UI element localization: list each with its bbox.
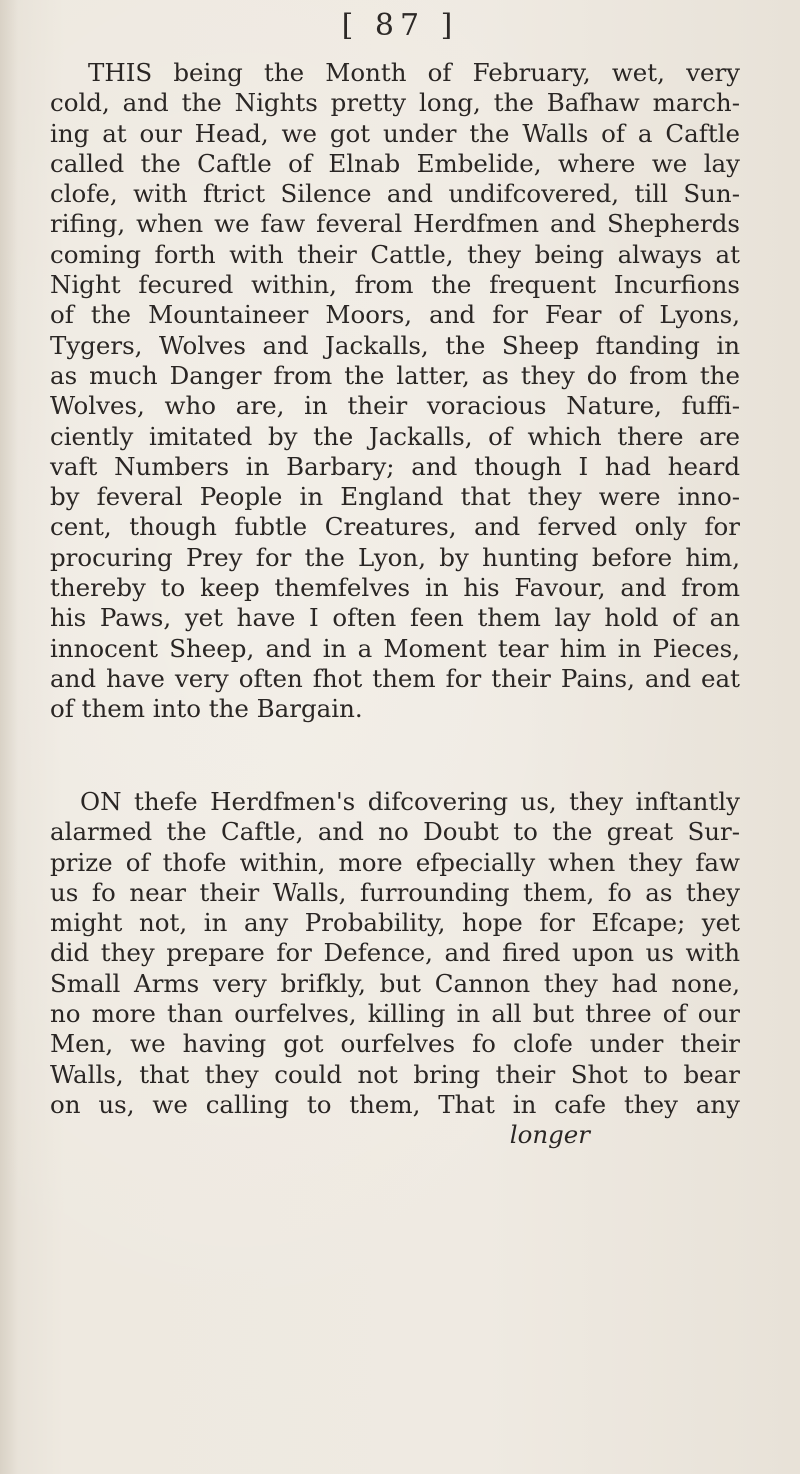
text-line: coming forth with their Cattle, they being always at: [50, 239, 740, 269]
text-line: and have very often fhot them for their Pains, and eat: [50, 663, 740, 693]
text-line: on us, we calling to them, That in cafe they any: [50, 1089, 740, 1119]
page-gutter-shadow: [0, 0, 18, 1474]
text-line: ON thefe Herdfmen's difcovering us, they inftantly: [80, 787, 740, 816]
text-line: of the Mountaineer Moors, and for Fear of Lyons,: [50, 300, 740, 330]
text-line: might not, in any Probability, hope for Efcape; yet: [50, 908, 740, 938]
text-line: Walls, that they could not bring their Shot to bear: [50, 1059, 740, 1089]
catchword: longer: [509, 1120, 590, 1150]
text-line: vaft Numbers in Barbary; and though I had heard: [50, 451, 740, 481]
text-line: Night fecured within, from the frequent Incurfions: [50, 270, 740, 300]
text-line: rifing, when we faw feveral Herdfmen and Shepherds: [50, 209, 740, 239]
text-line: no more than ourfelves, killing in all but three of our: [50, 999, 740, 1029]
paragraph-2: [50, 787, 740, 1151]
text-line: cold, and the Nights pretty long, the Bafhaw march-: [50, 88, 740, 118]
page-number: [ 87 ]: [341, 8, 459, 43]
text-line: ing at our Head, we got under the Walls of a Caftle: [50, 118, 740, 148]
text-line: did they prepare for Defence, and fired upon us with: [50, 938, 740, 968]
text-line: cent, though fubtle Creatures, and ferved only for: [50, 512, 740, 542]
text-line: his Paws, yet have I often feen them lay hold of an: [50, 603, 740, 633]
text-line: called the Caftle of Elnab Embelide, where we lay: [50, 148, 740, 178]
text-line: innocent Sheep, and in a Moment tear him in Pieces,: [50, 633, 740, 663]
text-line: prize of thofe within, more efpecially when they faw: [50, 847, 740, 877]
text-line: us fo near their Walls, furrounding them, fo as they: [50, 877, 740, 907]
paragraph-1: [50, 58, 740, 725]
text-line: procuring Prey for the Lyon, by hunting before him,: [50, 542, 740, 572]
text-line: clofe, with ftrict Silence and undifcovered, till Sun-: [50, 179, 740, 209]
text-line: THIS being the Month of February, wet, very: [88, 58, 740, 87]
text-line: of them into the Bargain.: [50, 694, 363, 724]
text-line: Wolves, who are, in their voracious Nature, fuffi-: [50, 391, 740, 421]
text-line: thereby to keep themfelves in his Favour, and from: [50, 573, 740, 603]
text-line: Men, we having got ourfelves fo clofe under their: [50, 1029, 740, 1059]
text-line: ciently imitated by the Jackalls, of which there are: [50, 421, 740, 451]
text-line: Tygers, Wolves and Jackalls, the Sheep ftanding in: [50, 330, 740, 360]
text-line: alarmed the Caftle, and no Doubt to the great Sur-: [50, 817, 740, 847]
text-line: as much Danger from the latter, as they do from the: [50, 360, 740, 390]
text-line: Small Arms very brifkly, but Cannon they had none,: [50, 968, 740, 998]
text-line: by feveral People in England that they were inno-: [50, 482, 740, 512]
